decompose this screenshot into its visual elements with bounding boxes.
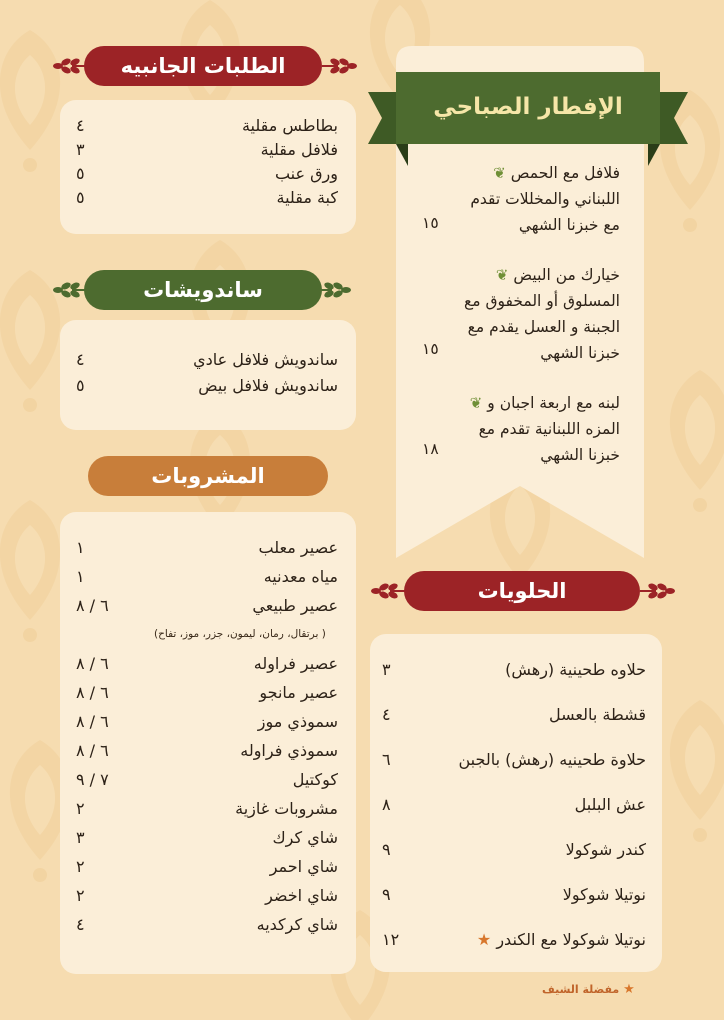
wheat-left-icon <box>52 280 88 304</box>
list-item: مياه معدنيه ١ <box>76 567 338 586</box>
list-item: حلاوة طحينيه (رهش) بالجبن ٦ <box>382 750 646 769</box>
list-item: كوكتيل ٧ / ٩ <box>76 770 338 789</box>
star-icon: ★ <box>476 930 492 949</box>
breakfast-item: لبنه مع اربعة اجبان و ❦ المزه اللبنانية تقدم مع خبزنا الشهي <box>414 390 620 468</box>
list-item: نوتيلا شوكولا مع الكندر ★ ١٢ <box>382 930 646 949</box>
wheat-right-icon <box>316 280 352 304</box>
list-item: شاي احمر ٢ <box>76 857 338 876</box>
list-item: عش البلبل ٨ <box>382 795 646 814</box>
leaf-icon: ❦ <box>493 164 506 182</box>
star-icon: ★ <box>623 982 635 997</box>
list-item: سموذي فراوله ٦ / ٨ <box>76 741 338 760</box>
list-item: قشطة بالعسل ٤ <box>382 705 646 724</box>
list-item: عصير معلب ١ <box>76 538 338 557</box>
list-item: ساندويش فلافل بيض ٥ <box>76 376 338 395</box>
list-item: نوتيلا شوكولا ٩ <box>382 885 646 904</box>
list-item: عصير مانجو ٦ / ٨ <box>76 683 338 702</box>
leaf-icon: ❦ <box>495 266 509 284</box>
list-item: شاي كرك ٣ <box>76 828 338 847</box>
breakfast-price: ١٥ <box>422 340 439 358</box>
sandwiches-card <box>60 320 356 430</box>
leaf-icon: ❦ <box>469 394 483 412</box>
list-item: عصير فراوله ٦ / ٨ <box>76 654 338 673</box>
wheat-right-icon <box>322 56 358 80</box>
list-item: كندر شوكولا ٩ <box>382 840 646 859</box>
list-item: بطاطس مقلية ٤ <box>76 116 338 135</box>
drinks-title: المشروبات <box>88 456 328 496</box>
list-item: فلافل مقلية ٣ <box>76 140 338 159</box>
list-item: كبة مقلية ٥ <box>76 188 338 207</box>
list-item: سموذي موز ٦ / ٨ <box>76 712 338 731</box>
list-item: ساندويش فلافل عادي ٤ <box>76 350 338 369</box>
chef-favorite-legend: ★ مفضلة الشيف <box>542 982 635 997</box>
breakfast-item: خيارك من البيض ❦ المسلوق أو المخفوق مع الجبنة و العسل يقدم مع خبزنا الشهي <box>414 262 620 366</box>
breakfast-price: ١٨ <box>422 440 439 458</box>
list-item: ورق عنب ٥ <box>76 164 338 183</box>
list-item: شاي اخضر ٢ <box>76 886 338 905</box>
breakfast-item: فلافل مع الحمص ❦ اللبناني والمخللات تقدم مع خبزنا الشهي <box>414 160 620 238</box>
breakfast-title: الإفطار الصباحي <box>433 94 623 120</box>
sandwiches-title: ساندويشات <box>84 270 322 310</box>
breakfast-price: ١٥ <box>422 214 439 232</box>
wheat-left-icon <box>370 581 406 605</box>
sides-title: الطلبات الجانبيه <box>84 46 322 86</box>
list-item: حلاوه طحينية (رهش) ٣ <box>382 660 646 679</box>
wheat-left-icon <box>52 56 88 80</box>
list-item: مشروبات غازية ٢ <box>76 799 338 818</box>
desserts-title: الحلويات <box>404 571 640 611</box>
juice-flavors-note: ( برتقال، رمان، ليمون، جزر، موز، تفاح) <box>154 628 326 640</box>
list-item: شاي كركديه ٤ <box>76 915 338 934</box>
list-item: عصير طبيعي ٦ / ٨ <box>76 596 338 615</box>
wheat-right-icon <box>640 581 676 605</box>
